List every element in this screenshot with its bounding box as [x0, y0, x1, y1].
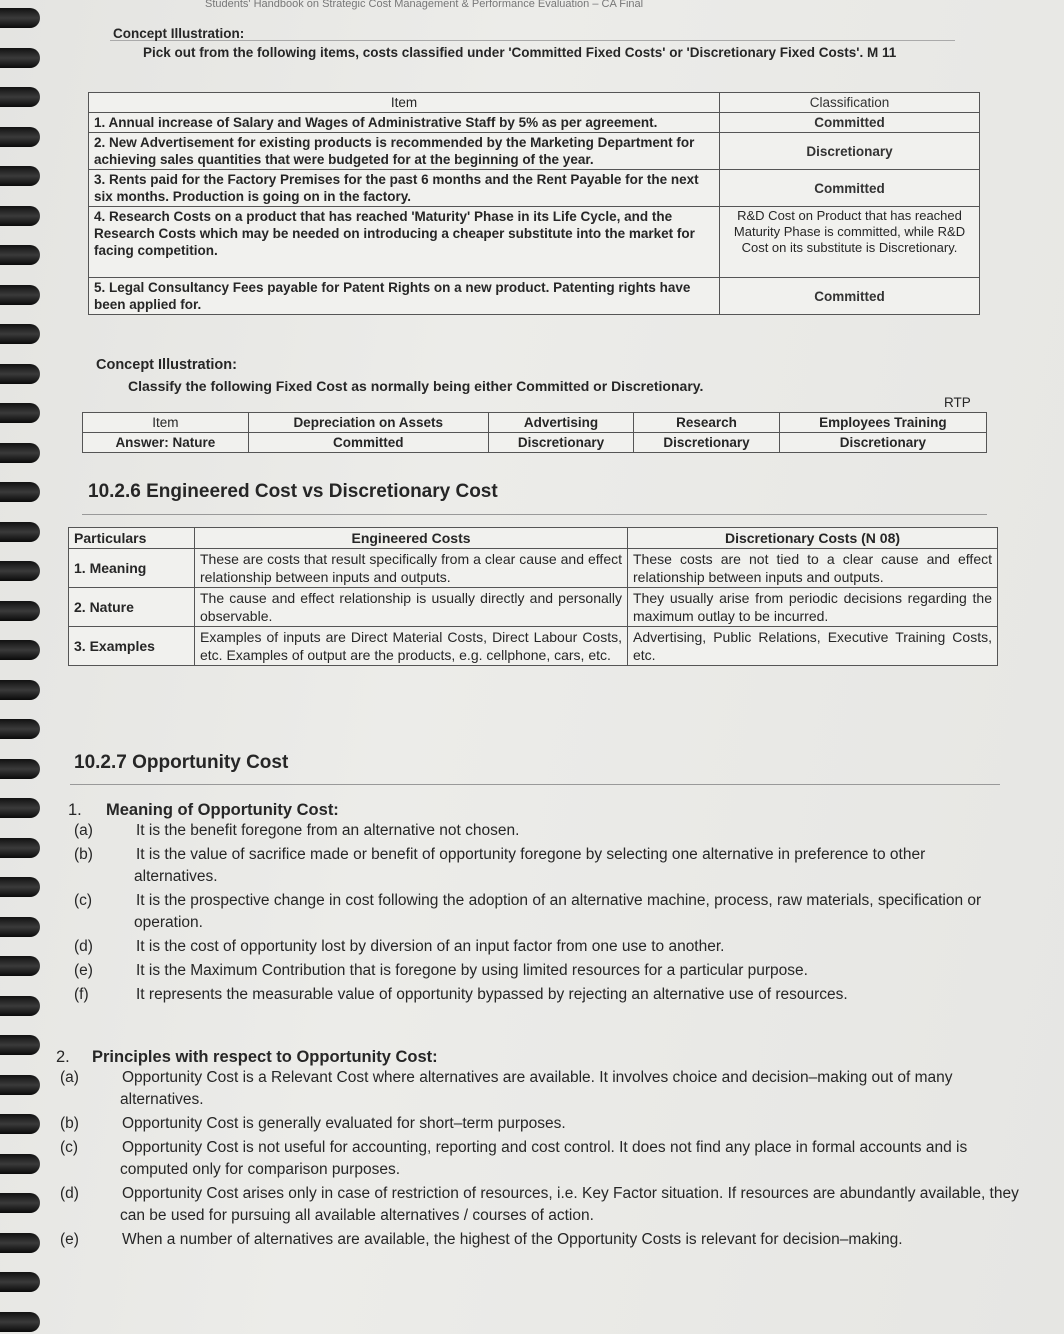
binding-ring — [0, 403, 40, 423]
binding-ring — [0, 759, 40, 779]
table-row — [69, 627, 998, 666]
binding-ring — [0, 482, 40, 502]
header-cell: Discretionary Costs (N 08) — [628, 528, 998, 549]
concept-illustration-label: Concept Illustration: — [113, 26, 245, 41]
header-cell: Research — [634, 413, 780, 433]
header-cell: Engineered Costs — [195, 528, 628, 549]
section-title-opportunity-cost: 10.2.7 Opportunity Cost — [74, 752, 289, 773]
binding-ring — [0, 1193, 40, 1213]
classification-cell: Committed — [720, 113, 980, 133]
header-cell: Item — [83, 413, 249, 433]
binding-ring — [0, 1075, 40, 1095]
binding-ring — [0, 364, 40, 384]
header-cell: Depreciation on Assets — [248, 413, 488, 433]
binding-ring — [0, 838, 40, 858]
item-cell: 4. Research Costs on a product that has reached 'Maturity' Phase in its Life Cycle, and the Research Costs which may be needed on introducing a cheaper substitute into the market for facing competition. — [89, 207, 720, 278]
table-row — [69, 588, 998, 627]
table-row — [83, 433, 987, 453]
table-row — [89, 207, 980, 278]
answer-cell: Answer: Nature — [83, 433, 249, 453]
header-cell: Particulars — [69, 528, 195, 549]
engineered-cell: Examples of inputs are Direct Material Costs, Direct Labour Costs, etc. Examples of output are the products, e.g. cellphone, cars, etc. — [195, 627, 628, 666]
table-row — [89, 278, 980, 315]
table-row — [83, 413, 987, 433]
item-cell: 5. Legal Consultancy Fees payable for Patent Rights on a new product. Patenting rights have been applied for. — [89, 278, 720, 315]
discretionary-cell: They usually arise from periodic decisions regarding the maximum outlay to be incurred. — [628, 588, 998, 627]
binding-ring — [0, 798, 40, 818]
binding-ring — [0, 1312, 40, 1332]
binding-ring — [0, 285, 40, 305]
list-item: (b) Opportunity Cost is generally evaluated for short–term purposes. — [60, 1115, 566, 1132]
illustration-question: Pick out from the following items, costs classified under 'Committed Fixed Costs' or 'Discretionary Fixed Costs'. M 11 — [143, 45, 897, 60]
opportunity-cost-principles — [56, 1048, 1026, 1253]
list-item: (e) When a number of alternatives are available, the highest of the Opportunity Costs is relevant for decision–making. — [60, 1231, 903, 1248]
list-item: (f) It represents the measurable value of opportunity bypassed by rejecting an alternative use of resources. — [74, 986, 848, 1003]
list-item: (e) It is the Maximum Contribution that is foregone by using limited resources for a particular purpose. — [74, 962, 808, 979]
classification-cell: Committed — [720, 170, 980, 207]
binding-ring — [0, 996, 40, 1016]
list-item: (d) Opportunity Cost arises only in case of restriction of resources, i.e. Key Factor situation. If resources are abundantly available, they can be used for pursuing all available alternatives / courses of action. — [60, 1185, 1019, 1224]
binding-ring — [0, 443, 40, 463]
table-row — [69, 528, 998, 549]
item-cell: 2. New Advertisement for existing products is recommended by the Marketing Department for achieving sales quantities that were budgeted for at the beginning of the year. — [89, 133, 720, 170]
list-number: 2. — [56, 1048, 70, 1066]
binding-ring — [0, 127, 40, 147]
header-cell: Employees Training — [779, 413, 986, 433]
column-header-classification: Classification — [720, 93, 980, 113]
particular-cell: 1. Meaning — [69, 549, 195, 588]
rtp-tag: RTP — [944, 395, 971, 410]
fixed-cost-classification-table — [82, 412, 987, 453]
binding-ring — [0, 8, 40, 28]
binding-ring — [0, 166, 40, 186]
discretionary-cell: These costs are not tied to a clear cause and effect relationship between inputs and outputs. — [628, 549, 998, 588]
particular-cell: 2. Nature — [69, 588, 195, 627]
table-row — [69, 549, 998, 588]
binding-ring — [0, 1114, 40, 1134]
item-cell: 3. Rents paid for the Factory Premises for the past 6 months and the Rent Payable for the next six months. Production is going on in the factory. — [89, 170, 720, 207]
binding-ring — [0, 87, 40, 107]
engineered-cell: These are costs that result specifically from a clear cause and effect relationship between inputs and outputs. — [195, 549, 628, 588]
answer-cell: Discretionary — [634, 433, 780, 453]
section-title-engineered-vs-discretionary: 10.2.6 Engineered Cost vs Discretionary Cost — [88, 481, 498, 502]
table-row — [89, 170, 980, 207]
binding-ring — [0, 1154, 40, 1174]
principles-heading: Principles with respect to Opportunity Cost: — [92, 1048, 438, 1066]
binding-ring — [0, 1272, 40, 1292]
engineered-vs-discretionary-table — [68, 527, 998, 666]
classification-cell: R&D Cost on Product that has reached Maturity Phase is committed, while R&D Cost on its substitute is Discretionary. — [720, 207, 980, 278]
binding-ring — [0, 1035, 40, 1055]
discretionary-cell: Advertising, Public Relations, Executive Training Costs, etc. — [628, 627, 998, 666]
list-item: (b) It is the value of sacrifice made or benefit of opportunity foregone by selecting one alternative in preference to other alternatives. — [74, 846, 926, 885]
binding-ring — [0, 680, 40, 700]
binding-ring — [0, 956, 40, 976]
binding-ring — [0, 719, 40, 739]
classification-cell: Committed — [720, 278, 980, 315]
item-cell: 1. Annual increase of Salary and Wages of Administrative Staff by 5% as per agreement. — [89, 113, 720, 133]
answer-cell: Discretionary — [488, 433, 634, 453]
list-item: (a) It is the benefit foregone from an alternative not chosen. — [74, 822, 520, 839]
table-row — [89, 113, 980, 133]
list-item: (c) Opportunity Cost is not useful for accounting, reporting and cost control. It does not find any place in formal accounts and is computed only for comparison purposes. — [60, 1139, 968, 1178]
list-item: (c) It is the prospective change in cost following the adoption of an alternative machine, process, raw materials, specification or operation. — [74, 892, 982, 931]
binding-ring — [0, 640, 40, 660]
answer-cell: Discretionary — [779, 433, 986, 453]
binding-ring — [0, 1233, 40, 1253]
classification-cell: Discretionary — [720, 133, 980, 170]
concept-illustration-label: Concept Illustration: — [96, 357, 237, 373]
binding-ring — [0, 206, 40, 226]
binding-ring — [0, 324, 40, 344]
binding-ring — [0, 48, 40, 68]
running-header: Students' Handbook on Strategic Cost Management & Performance Evaluation – CA Final — [205, 0, 644, 10]
binding-ring — [0, 877, 40, 897]
answer-cell: Committed — [248, 433, 488, 453]
list-number: 1. — [68, 801, 82, 819]
engineered-cell: The cause and effect relationship is usually directly and personally observable. — [195, 588, 628, 627]
binding-ring — [0, 917, 40, 937]
particular-cell: 3. Examples — [69, 627, 195, 666]
list-item: (d) It is the cost of opportunity lost by diversion of an input factor from one use to another. — [74, 938, 725, 955]
illustration-question: Classify the following Fixed Cost as normally being either Committed or Discretionary. — [128, 378, 704, 394]
binding-ring — [0, 561, 40, 581]
opportunity-cost-meaning — [68, 801, 1013, 1008]
table-row — [89, 133, 980, 170]
binding-ring — [0, 245, 40, 265]
column-header-item: Item — [89, 93, 720, 113]
section-divider — [82, 514, 987, 515]
section-divider — [70, 784, 1000, 785]
binding-ring — [0, 522, 40, 542]
spiral-binding — [0, 0, 46, 1334]
list-item: (a) Opportunity Cost is a Relevant Cost where alternatives are available. It involves choice and decision–making out of many alternatives. — [60, 1069, 953, 1108]
committed-discretionary-table — [88, 92, 980, 315]
header-cell: Advertising — [488, 413, 634, 433]
binding-ring — [0, 601, 40, 621]
meaning-heading: Meaning of Opportunity Cost: — [106, 801, 339, 819]
